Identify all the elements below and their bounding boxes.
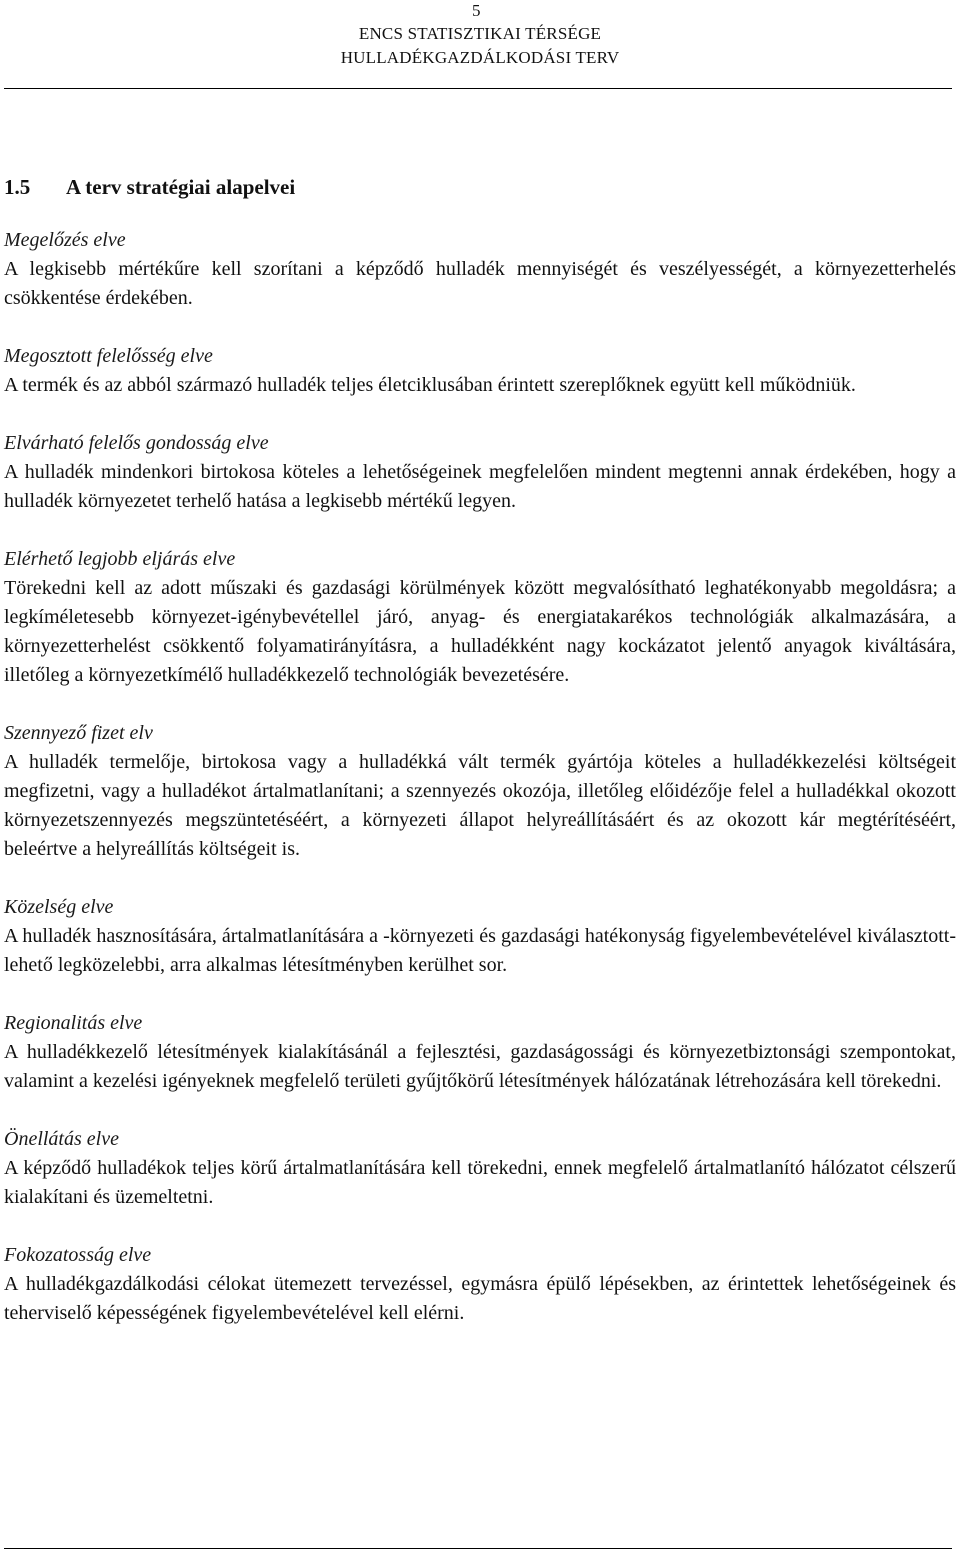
principle-title: Közelség elve xyxy=(4,896,114,918)
principle-block xyxy=(4,719,956,864)
section-title: A terv stratégiai alapelvei xyxy=(66,175,296,199)
principle-title: Szennyező fizet elv xyxy=(4,722,153,744)
principle-text: A hulladék hasznosítására, ártalmatlanítására a -környezeti és gazdasági hatékonyság figyelembevételével kiválasztott- lehető legközelebbi, arra alkalmas létesítményben kerülhet sor. xyxy=(4,925,956,976)
header-plan-title: HULLADÉKGAZDÁLKODÁSI TERV xyxy=(340,48,620,67)
page-number: 5 xyxy=(472,1,481,20)
principle-text: A legkisebb mértékűre kell szorítani a képződő hulladék mennyiségét és veszélyességét, a környezetterhelés csökkentése érdekében. xyxy=(4,258,956,309)
principle-block xyxy=(4,429,956,516)
principle-text: A hulladékgazdálkodási célokat ütemezett tervezéssel, egymásra épülő lépésekben, az érintettek lehetőségeinek és teherviselő képességének figyelembevételével kell elérni. xyxy=(4,1273,956,1324)
principle-text: A hulladékkezelő létesítmények kialakításánál a fejlesztési, gazdaságossági és környezetbiztonsági szempontokat, valamint a kezelési igényeknek megfelelő területi gyűjtőkörű létesítmények hálózatának létrehozására kell törekedni. xyxy=(4,1041,956,1092)
principle-title: Megosztott felelősség elve xyxy=(4,345,213,367)
principle-text: A hulladék termelője, birtokosa vagy a hulladékká vált termék gyártója köteles a hulladékkezelési költségeit megfizetni, vagy a hulladékot ártalmatlanítani; a szennyezés okozója, illetőleg előidézője felel a hulladékkal okozott környezetszennyezés megszüntetéséért, a környezeti állapot helyreállításáért és az okozott kár megtérítéséért, beleértve a helyreállítás költségeit is. xyxy=(4,751,956,860)
principle-text: A termék és az abból származó hulladék teljes életciklusában érintett szereplőknek együtt kell működniük. xyxy=(4,374,856,396)
section-heading xyxy=(4,170,956,204)
principle-block xyxy=(4,1125,956,1212)
principle-text: A képződő hulladékok teljes körű ártalmatlanítására kell törekedni, ennek megfelelő ártalmatlanító hálózatot célszerű kialakítani és üzemeltetni. xyxy=(4,1157,956,1208)
principle-title: Önellátás elve xyxy=(4,1128,119,1150)
header-divider xyxy=(4,88,952,89)
principle-block xyxy=(4,226,956,313)
document-body xyxy=(4,170,956,1357)
principle-title: Elérhető legjobb eljárás elve xyxy=(4,548,236,570)
principle-block xyxy=(4,545,956,690)
principle-block xyxy=(4,342,956,400)
principle-text: Törekedni kell az adott műszaki és gazdasági körülmények között megvalósítható leghatékonyabb megoldásra; a legkíméletesebb környezet-igénybevétellel járó, anyag- és energiatakarékos technológiák alkalmazására, a környezetterhelést csökkentő folyamatirányításra, a hulladékként nagy kockázatot jelentő anyagok kiváltására, illetőleg a környezetkímélő hulladékkezelő technológiák bevezetésére. xyxy=(4,577,956,686)
principle-title: Elvárható felelős gondosság elve xyxy=(4,432,269,454)
principle-text: A hulladék mindenkori birtokosa köteles a lehetőségeinek megfelelően mindent megtenni annak érdekében, hogy a hulladék környezetet terhelő hatása a legkisebb mértékű legyen. xyxy=(4,461,956,512)
principle-block xyxy=(4,1241,956,1328)
principle-title: Fokozatosság elve xyxy=(4,1244,152,1266)
principle-block xyxy=(4,1009,956,1096)
header-region-title: ENCS STATISZTIKAI TÉRSÉGE xyxy=(358,24,602,43)
principle-title: Megelőzés elve xyxy=(4,229,126,251)
section-number: 1.5 xyxy=(4,175,31,199)
principle-block xyxy=(4,893,956,980)
footer-divider xyxy=(4,1548,952,1549)
page-header xyxy=(0,0,960,92)
principle-title: Regionalitás elve xyxy=(4,1012,143,1034)
